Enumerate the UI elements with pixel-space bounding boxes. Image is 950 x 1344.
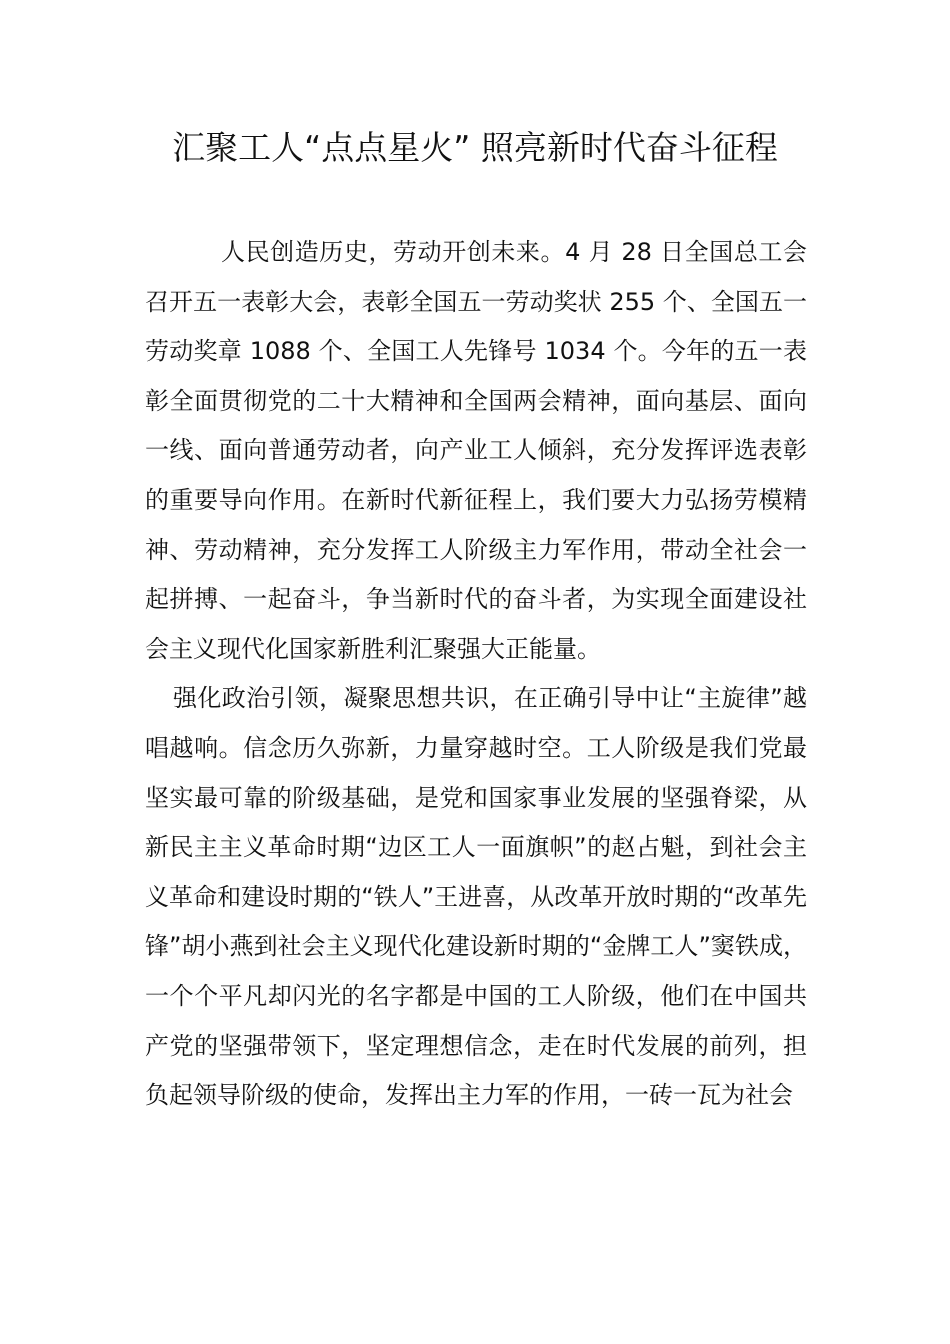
paragraph-2: 强化政治引领，凝聚思想共识，在正确引导中让“主旋律”越唱越响。信念历久弥新，力量穿越时空。工人阶级是我们党最坚实最可靠的阶级基础，是党和国家事业发展的坚强脊梁，从新民主主义革命时期“边区工人一面旗帜”的赵占魁，到社会主义革命和建设时期的“铁人”王进喜，从改革开放时期的“改革先锋”胡小燕到社会主义现代化建设新时期的“金牌工人”窦铁成，一个个平凡却闪光的名字都是中国的工人阶级，他们在中国共产党的坚强带领下，坚定理想信念，走在时代发展的前列，担负起领导阶级的使命，发挥出主力军的作用，一砖一瓦为社会 xyxy=(145,684,807,1110)
document-body xyxy=(145,228,807,1121)
document-title: 汇聚工人“点点星火” 照亮新时代奋斗征程 xyxy=(172,128,778,167)
paragraph-1: 人民创造历史，劳动开创未来。4 月 28 日全国总工会召开五一表彰大会，表彰全国五一劳动奖状 255 个、全国五一劳动奖章 1088 个、全国工人先锋号 1034 个。今年的五一表彰全面贯彻党的二十大精神和全国两会精神，面向基层、面向一线、面向普通劳动者，向产业工人倾斜，充分发挥评选表彰的重要导向作用。在新时代新征程上，我们要大力弘扬劳模精神、劳动精神，充分发挥工人阶级主力军作用，带动全社会一起拼搏、一起奋斗，争当新时代的奋斗者，为实现全面建设社会主义现代化国家新胜利汇聚强大正能量。 xyxy=(145,238,807,663)
